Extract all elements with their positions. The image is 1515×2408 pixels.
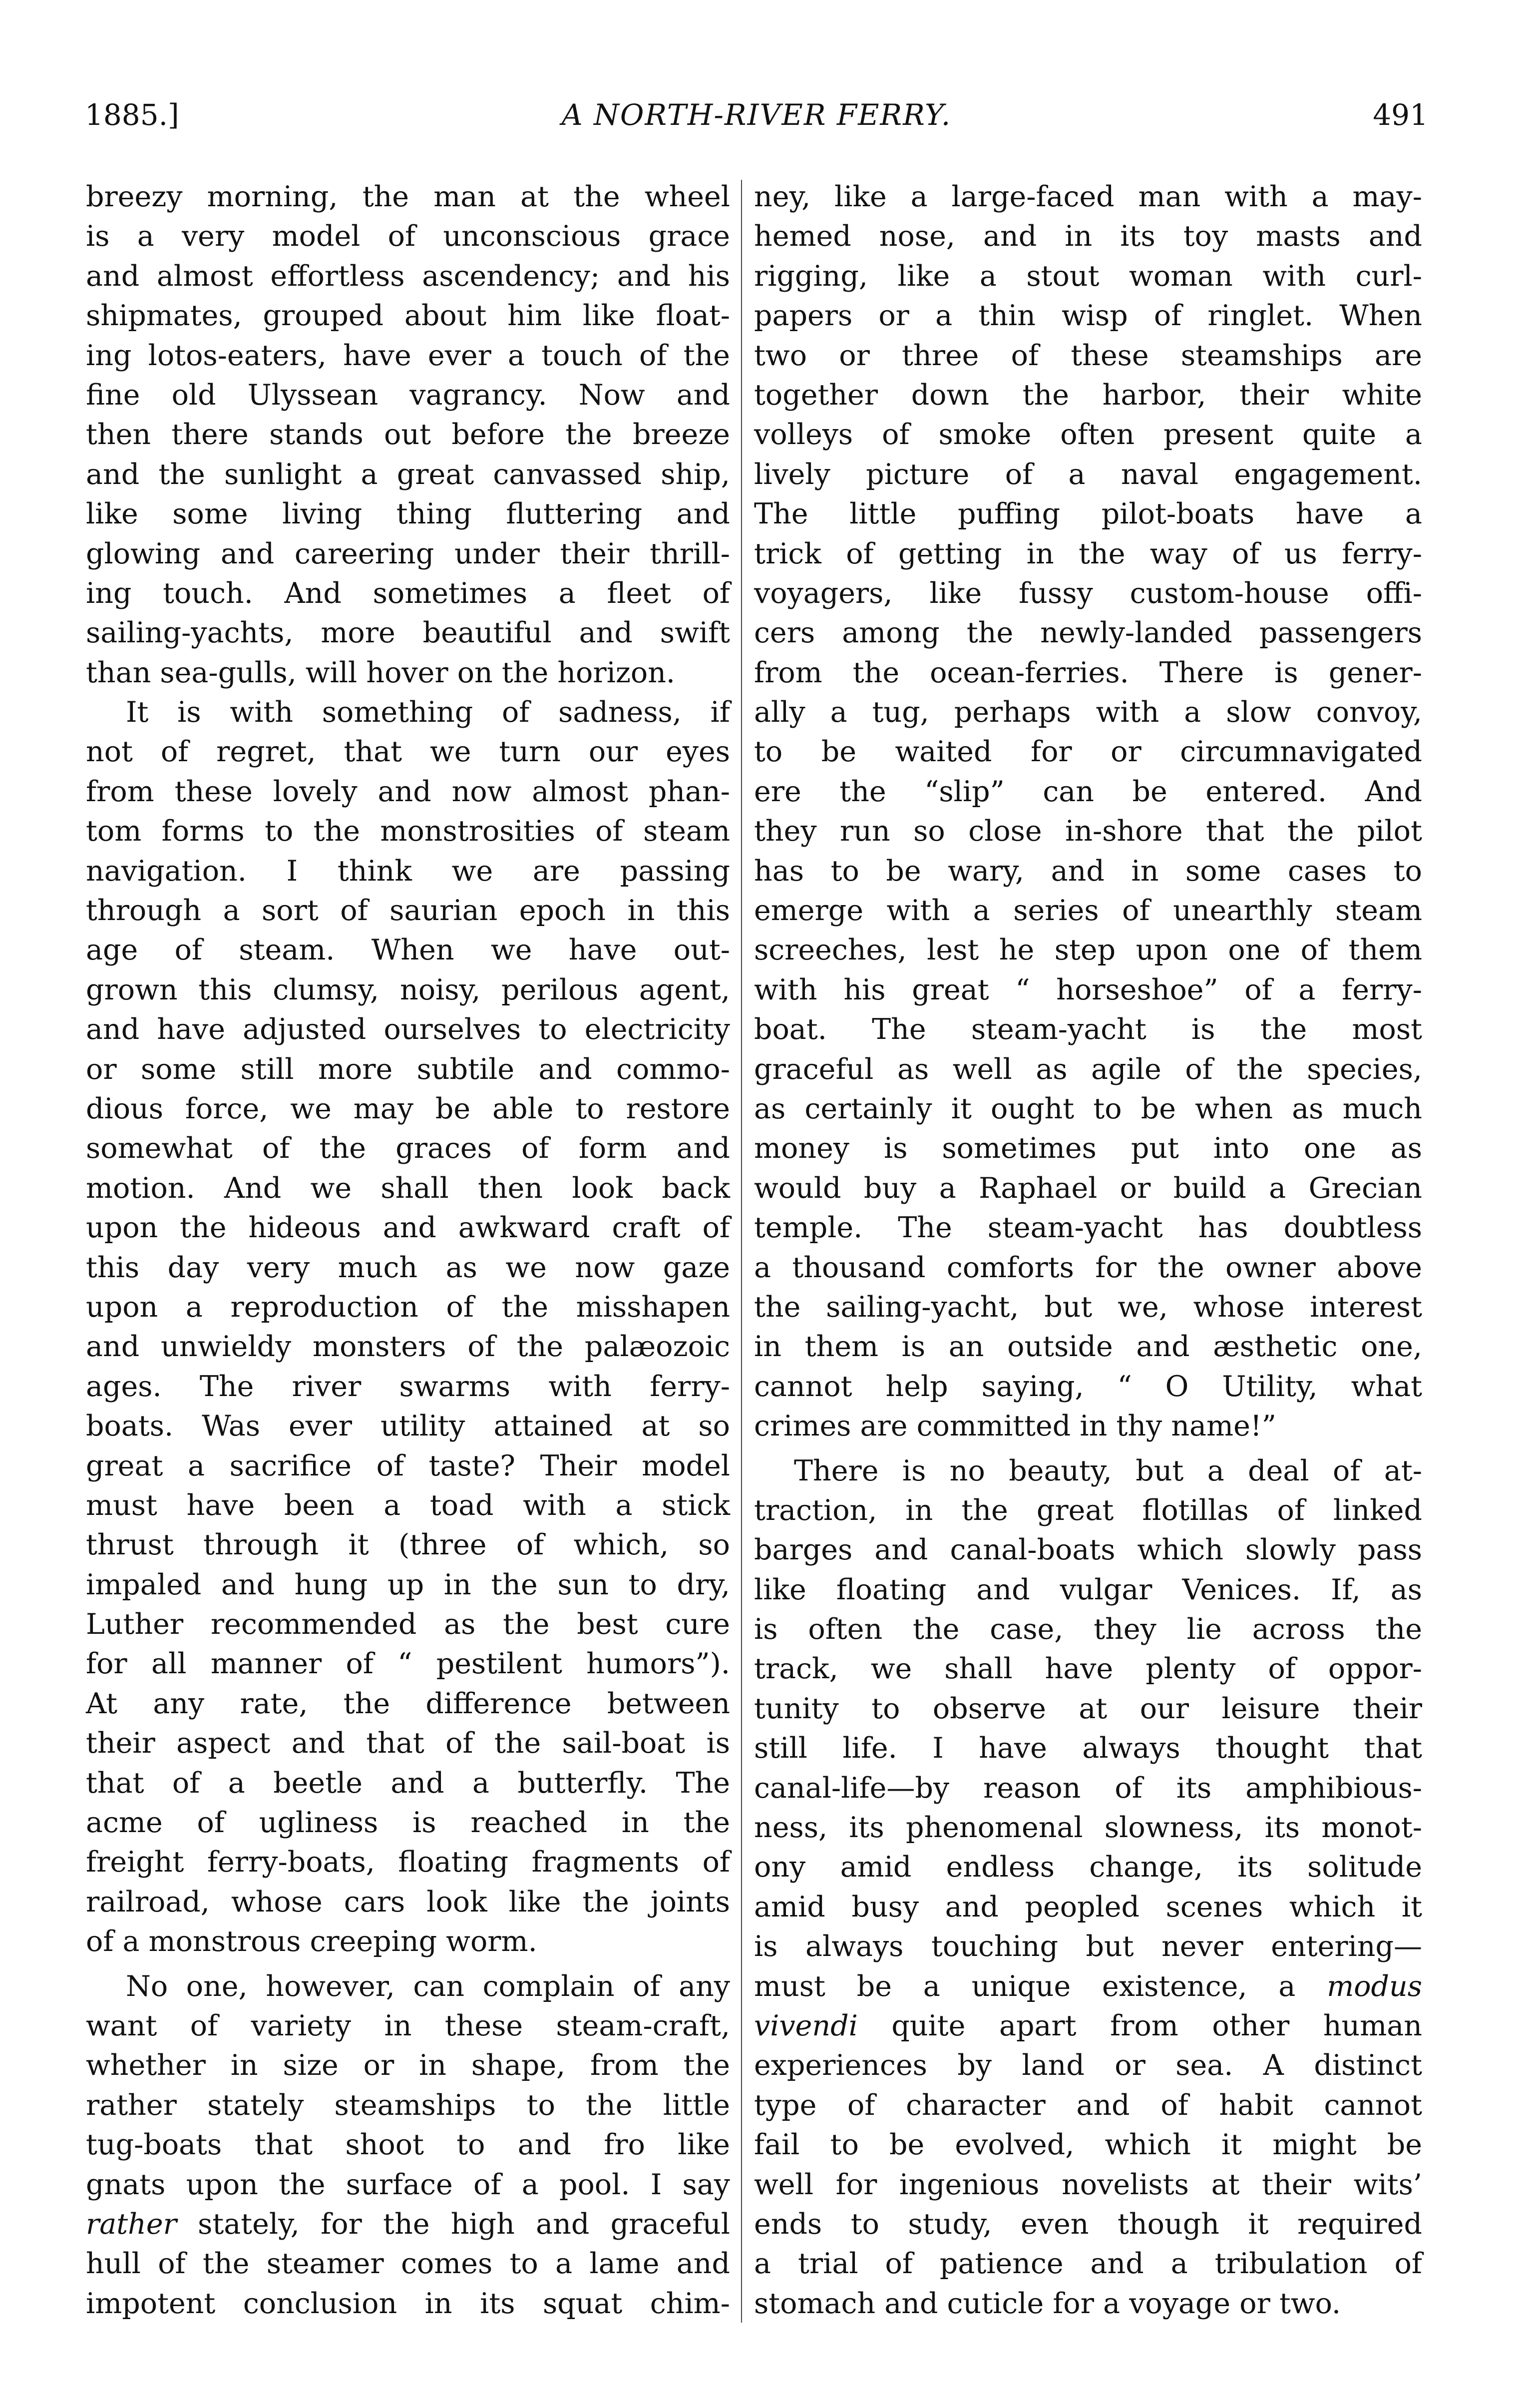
left-column bbox=[86, 177, 730, 2324]
line-text: amid busy and peopled scenes which it bbox=[754, 1890, 1422, 1924]
text-line bbox=[86, 494, 730, 534]
text-line bbox=[754, 1367, 1422, 1407]
line-text: and have adjusted ourselves to electricity bbox=[86, 1013, 730, 1046]
line-text: for all manner of “ pestilent humors”). bbox=[86, 1647, 730, 1681]
line-text: must have been a toad with a stick bbox=[86, 1488, 730, 1522]
text-line bbox=[86, 2086, 730, 2125]
italic-text: rather bbox=[86, 2207, 177, 2241]
line-text: fail to be evolved, which it might be bbox=[754, 2128, 1422, 2162]
text-line bbox=[754, 494, 1422, 534]
line-text: must be a unique existence, a bbox=[754, 1969, 1296, 2003]
line-text: navigation. I think we are passing bbox=[86, 854, 730, 888]
text-line bbox=[86, 1248, 730, 1288]
line-text: There is no beauty, but a deal of at- bbox=[794, 1454, 1422, 1487]
line-text: of a monstrous creeping worm. bbox=[86, 1925, 537, 1958]
line-text: stomach and cuticle for a voyage or two. bbox=[754, 2287, 1341, 2320]
text-line bbox=[86, 257, 730, 296]
text-line bbox=[754, 574, 1422, 613]
text-line bbox=[86, 852, 730, 891]
italic-text: modus bbox=[1327, 1969, 1423, 2003]
line-text: money is sometimes put into one as bbox=[754, 1132, 1422, 1165]
text-line bbox=[86, 1922, 730, 1961]
line-text: somewhat of the graces of form and bbox=[86, 1132, 730, 1165]
text-line bbox=[86, 1684, 730, 1724]
text-line bbox=[754, 1649, 1422, 1689]
line-text: from these lovely and now almost phan- bbox=[86, 775, 730, 808]
text-line bbox=[754, 1491, 1422, 1530]
text-line bbox=[754, 1610, 1422, 1649]
text-line bbox=[86, 2205, 730, 2244]
text-line bbox=[754, 1089, 1422, 1129]
line-text: breezy morning, the man at the wheel bbox=[86, 180, 730, 213]
text-line bbox=[754, 891, 1422, 931]
running-header bbox=[85, 98, 1428, 138]
line-text: whether in size or in shape, from the bbox=[86, 2049, 730, 2082]
text-line bbox=[86, 1407, 730, 1446]
text-line bbox=[86, 1327, 730, 1367]
text-line bbox=[754, 1129, 1422, 1168]
line-text: this day very much as we now gaze bbox=[86, 1251, 730, 1284]
line-text: two or three of these steamships are bbox=[754, 339, 1422, 372]
line-text: traction, in the great flotillas of linked bbox=[754, 1493, 1422, 1527]
line-text: upon the hideous and awkward craft of bbox=[86, 1211, 730, 1245]
line-text: It is with something of sadness, if bbox=[126, 696, 730, 729]
text-line bbox=[754, 1407, 1422, 1446]
line-text: tug-boats that shoot to and fro like bbox=[86, 2128, 730, 2162]
line-text: not of regret, that we turn our eyes bbox=[86, 735, 730, 769]
line-text: their aspect and that of the sail-boat is bbox=[86, 1727, 730, 1760]
text-line bbox=[86, 1129, 730, 1168]
line-text: cannot help saying, “ O Utility, what bbox=[754, 1370, 1422, 1403]
text-line bbox=[86, 217, 730, 256]
line-text: stately, for the high and graceful bbox=[198, 2207, 730, 2241]
text-line bbox=[86, 296, 730, 336]
text-line bbox=[754, 2165, 1422, 2205]
text-line bbox=[754, 296, 1422, 336]
text-line bbox=[86, 1883, 730, 1922]
text-line bbox=[754, 2046, 1422, 2085]
line-text: is often the case, they lie across the bbox=[754, 1613, 1422, 1646]
line-text: rather stately steamships to the little bbox=[86, 2088, 730, 2122]
line-text: lively picture of a naval engagement. bbox=[754, 458, 1422, 491]
text-line bbox=[754, 1967, 1422, 2006]
text-line bbox=[754, 415, 1422, 455]
text-line bbox=[86, 1803, 730, 1843]
line-text: papers or a thin wisp of ringlet. When bbox=[754, 299, 1422, 333]
line-text: great a sacrifice of taste? Their model bbox=[86, 1449, 730, 1482]
line-text: together down the harbor, their white bbox=[754, 378, 1422, 412]
text-line bbox=[86, 415, 730, 455]
text-line bbox=[754, 2125, 1422, 2165]
line-text: like some living thing fluttering and bbox=[86, 497, 730, 531]
header-title: A NORTH-RIVER FERRY. bbox=[561, 98, 952, 132]
text-line bbox=[754, 1729, 1422, 1768]
line-text: barges and canal-boats which slowly pass bbox=[754, 1533, 1422, 1567]
text-line bbox=[754, 1888, 1422, 1927]
text-line bbox=[754, 455, 1422, 494]
text-line bbox=[86, 1089, 730, 1129]
text-line bbox=[754, 2205, 1422, 2244]
line-text: is a very model of unconscious grace bbox=[86, 220, 730, 253]
text-line bbox=[86, 1525, 730, 1565]
line-text: crimes are committed in thy name!” bbox=[754, 1410, 1276, 1443]
line-text: boat. The steam-yacht is the most bbox=[754, 1013, 1422, 1046]
text-line bbox=[754, 931, 1422, 970]
text-line bbox=[86, 336, 730, 376]
line-text: cers among the newly-landed passengers bbox=[754, 616, 1422, 650]
text-line bbox=[86, 2244, 730, 2284]
line-text: track, we shall have plenty of oppor- bbox=[754, 1652, 1422, 1686]
line-text: well for ingenious novelists at their wits’ bbox=[754, 2168, 1422, 2201]
text-line bbox=[86, 693, 730, 732]
line-text: in them is an outside and æsthetic one, bbox=[754, 1330, 1422, 1364]
text-line bbox=[754, 970, 1422, 1010]
text-line bbox=[754, 693, 1422, 732]
line-text: At any rate, the difference between bbox=[86, 1687, 730, 1720]
line-text: dious force, we may be able to restore bbox=[86, 1092, 730, 1125]
text-line bbox=[86, 177, 730, 217]
text-line bbox=[754, 1010, 1422, 1049]
line-text: through a sort of saurian epoch in this bbox=[86, 894, 730, 928]
line-text: thrust through it (three of which, so bbox=[86, 1528, 730, 1562]
line-text: trick of getting in the way of us ferry- bbox=[754, 537, 1422, 570]
line-text: hemed nose, and in its toy masts and bbox=[754, 220, 1422, 253]
text-line bbox=[754, 1208, 1422, 1248]
line-text: No one, however, can complain of any bbox=[126, 1969, 730, 2003]
line-text: glowing and careering under their thrill- bbox=[86, 537, 730, 570]
line-text: grown this clumsy, noisy, perilous agent, bbox=[86, 973, 730, 1006]
text-line bbox=[754, 1288, 1422, 1327]
text-line bbox=[754, 1169, 1422, 1208]
text-line bbox=[86, 2284, 730, 2324]
line-text: want of variety in these steam-craft, bbox=[86, 2009, 730, 2042]
line-text: type of character and of habit cannot bbox=[754, 2088, 1422, 2122]
line-text: from the ocean-ferries. There is gener- bbox=[754, 656, 1422, 689]
line-text: the sailing-yacht, but we, whose interest bbox=[754, 1290, 1422, 1324]
line-text: age of steam. When we have out- bbox=[86, 934, 730, 967]
line-text: and the sunlight a great canvassed ship, bbox=[86, 458, 730, 491]
text-line bbox=[754, 852, 1422, 891]
text-line bbox=[86, 2125, 730, 2165]
text-line bbox=[754, 812, 1422, 851]
text-line bbox=[754, 1808, 1422, 1848]
line-text: that of a beetle and a butterfly. The bbox=[86, 1766, 730, 1800]
line-text: railroad, whose cars look like the joints bbox=[86, 1885, 730, 1919]
line-text: canal-life—by reason of its amphibious- bbox=[754, 1771, 1422, 1805]
line-text: ally a tug, perhaps with a slow convoy, bbox=[754, 696, 1422, 729]
text-line bbox=[754, 177, 1422, 217]
line-text: emerge with a series of unearthly steam bbox=[754, 894, 1422, 928]
text-line bbox=[754, 534, 1422, 574]
text-line bbox=[86, 376, 730, 415]
text-line bbox=[754, 1689, 1422, 1729]
line-text: boats. Was ever utility attained at so bbox=[86, 1410, 730, 1443]
text-line bbox=[86, 891, 730, 931]
line-text: as certainly it ought to be when as much bbox=[754, 1092, 1422, 1125]
italic-text: vivendi bbox=[754, 2009, 858, 2042]
line-text: ony amid endless change, its solitude bbox=[754, 1851, 1422, 1884]
text-line bbox=[86, 1967, 730, 2006]
line-text: ing lotos-eaters, have ever a touch of the bbox=[86, 339, 730, 372]
column-divider bbox=[741, 180, 742, 2323]
header-year: 1885.] bbox=[85, 98, 179, 132]
text-line bbox=[754, 772, 1422, 812]
text-line bbox=[754, 257, 1422, 296]
text-line bbox=[86, 1010, 730, 1049]
line-text: like floating and vulgar Venices. If, as bbox=[754, 1573, 1422, 1606]
line-text: The little puffing pilot-boats have a bbox=[754, 497, 1422, 531]
text-line bbox=[754, 1848, 1422, 1887]
text-line bbox=[86, 1367, 730, 1407]
line-text: rigging, like a stout woman with curl- bbox=[754, 259, 1422, 293]
line-text: acme of ugliness is reached in the bbox=[86, 1806, 730, 1840]
line-text: then there stands out before the breeze bbox=[86, 418, 730, 452]
text-line bbox=[86, 455, 730, 494]
line-text: would buy a Raphael or build a Grecian bbox=[754, 1171, 1422, 1205]
line-text: ing touch. And sometimes a fleet of bbox=[86, 576, 730, 610]
line-text: has to be wary, and in some cases to bbox=[754, 854, 1422, 888]
line-text: fine old Ulyssean vagrancy. Now and bbox=[86, 378, 730, 412]
text-line bbox=[754, 1327, 1422, 1367]
line-text: ere the “slip” can be entered. And bbox=[754, 775, 1422, 808]
text-line bbox=[86, 1050, 730, 1089]
text-line bbox=[754, 653, 1422, 693]
text-line bbox=[754, 1570, 1422, 1610]
text-line bbox=[754, 1927, 1422, 1966]
text-line bbox=[86, 772, 730, 812]
line-text: is always touching but never entering— bbox=[754, 1930, 1422, 1963]
line-text: quite apart from other human bbox=[891, 2009, 1422, 2042]
line-text: they run so close in-shore that the pilot bbox=[754, 815, 1422, 848]
page-number: 491 bbox=[1373, 98, 1428, 132]
line-text: or some still more subtile and commo- bbox=[86, 1052, 730, 1086]
text-line bbox=[754, 732, 1422, 772]
line-text: volleys of smoke often present quite a bbox=[754, 418, 1422, 452]
text-line bbox=[754, 336, 1422, 376]
line-text: to be waited for or circumnavigated bbox=[754, 735, 1422, 769]
line-text: upon a reproduction of the misshapen bbox=[86, 1290, 730, 1324]
line-text: than sea-gulls, will hover on the horizon. bbox=[86, 656, 676, 689]
text-line bbox=[754, 1530, 1422, 1570]
line-text: a trial of patience and a tribulation of bbox=[754, 2247, 1422, 2281]
text-line bbox=[86, 574, 730, 613]
text-line bbox=[86, 2165, 730, 2205]
text-line bbox=[754, 1769, 1422, 1808]
line-text: Luther recommended as the best cure bbox=[86, 1608, 730, 1641]
line-text: and unwieldy monsters of the palæozoic bbox=[86, 1330, 730, 1364]
text-line bbox=[86, 534, 730, 574]
text-line bbox=[86, 1764, 730, 1803]
line-text: motion. And we shall then look back bbox=[86, 1171, 730, 1205]
line-text: still life. I have always thought that bbox=[754, 1732, 1422, 1765]
line-text: experiences by land or sea. A distinct bbox=[754, 2049, 1422, 2082]
text-line bbox=[754, 217, 1422, 256]
text-line bbox=[754, 1451, 1422, 1491]
line-text: shipmates, grouped about him like float- bbox=[86, 299, 730, 333]
text-line bbox=[86, 653, 730, 693]
line-text: with his great “ horseshoe” of a ferry- bbox=[754, 973, 1422, 1006]
line-text: freight ferry-boats, floating fragments of bbox=[86, 1846, 730, 1879]
text-line bbox=[86, 1169, 730, 1208]
text-line bbox=[86, 1288, 730, 1327]
text-line bbox=[754, 2244, 1422, 2284]
text-line bbox=[86, 970, 730, 1010]
text-line bbox=[86, 732, 730, 772]
text-line bbox=[86, 1208, 730, 1248]
text-line bbox=[86, 931, 730, 970]
line-text: temple. The steam-yacht has doubtless bbox=[754, 1211, 1422, 1245]
text-line bbox=[754, 376, 1422, 415]
line-text: tom forms to the monstrosities of steam bbox=[86, 815, 730, 848]
text-line bbox=[754, 2086, 1422, 2125]
text-line bbox=[86, 812, 730, 851]
text-line bbox=[754, 1248, 1422, 1288]
line-text: gnats upon the surface of a pool. I say bbox=[86, 2168, 730, 2201]
text-line bbox=[86, 1605, 730, 1644]
line-text: sailing-yachts, more beautiful and swift bbox=[86, 616, 730, 650]
text-line bbox=[86, 1843, 730, 1882]
text-line bbox=[86, 1565, 730, 1605]
line-text: screeches, lest he step upon one of them bbox=[754, 934, 1422, 967]
text-line bbox=[86, 1486, 730, 1525]
right-column bbox=[754, 177, 1422, 2324]
line-text: hull of the steamer comes to a lame and bbox=[86, 2247, 730, 2281]
line-text: a thousand comforts for the owner above bbox=[754, 1251, 1422, 1284]
line-text: ney, like a large-faced man with a may- bbox=[754, 180, 1422, 213]
text-line bbox=[754, 1050, 1422, 1089]
text-line bbox=[86, 1724, 730, 1763]
text-line bbox=[754, 613, 1422, 653]
line-text: voyagers, like fussy custom-house offi- bbox=[754, 576, 1422, 610]
text-line bbox=[754, 2284, 1422, 2324]
line-text: tunity to observe at our leisure their bbox=[754, 1692, 1422, 1725]
line-text: ends to study, even though it required bbox=[754, 2207, 1422, 2241]
line-text: impaled and hung up in the sun to dry, bbox=[86, 1568, 730, 1601]
line-text: impotent conclusion in its squat chim- bbox=[86, 2287, 730, 2320]
text-line bbox=[86, 613, 730, 653]
line-text: and almost effortless ascendency; and his bbox=[86, 259, 730, 293]
text-line bbox=[86, 2046, 730, 2085]
line-text: ness, its phenomenal slowness, its monot- bbox=[754, 1811, 1422, 1845]
text-line bbox=[86, 1644, 730, 1684]
text-line bbox=[86, 2006, 730, 2046]
text-line bbox=[754, 2006, 1422, 2046]
text-line bbox=[86, 1446, 730, 1486]
line-text: ages. The river swarms with ferry- bbox=[86, 1370, 730, 1403]
line-text: graceful as well as agile of the species, bbox=[754, 1052, 1422, 1086]
